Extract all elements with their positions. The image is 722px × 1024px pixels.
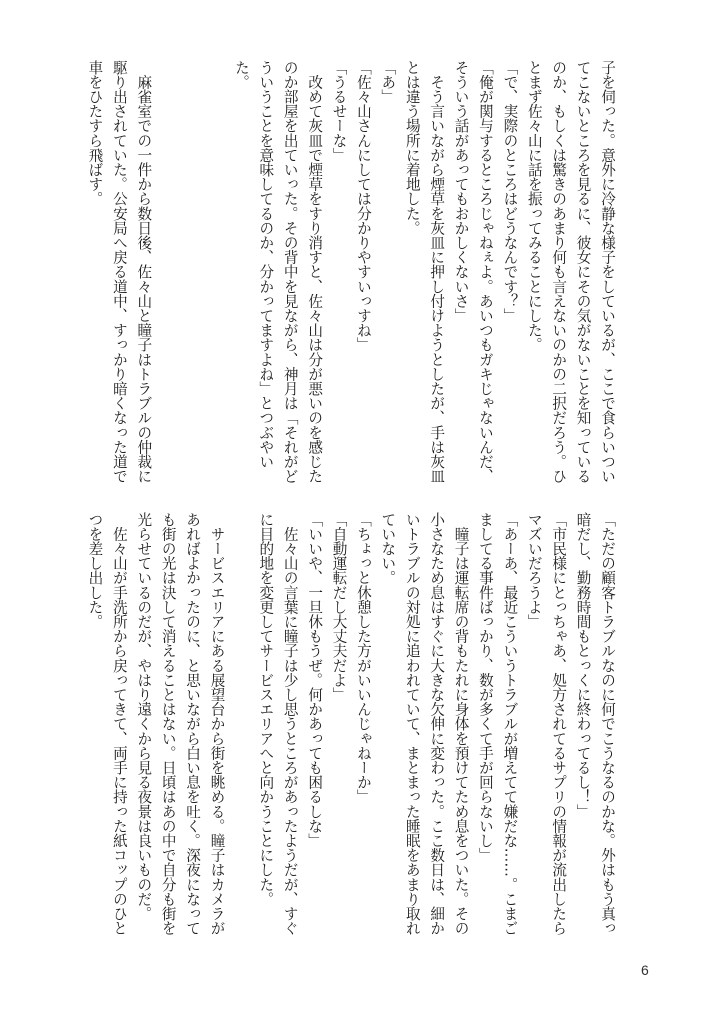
text-line: も街の光は決して消えることはない。日頃はあの中で自分も街を: [159, 512, 177, 936]
text-line: そういう話があってもおかしくないさ」: [452, 60, 470, 323]
text-line: 「あーあ、最近こういうトラブルが増えてて嫌だな……。こまご: [501, 512, 519, 936]
text-line: 「自動運転だし大丈夫だよ」: [330, 512, 348, 702]
text-line: [155, 60, 179, 500]
text-line: のか部屋を出ていった。その背中を見ながら、神月は「それがど: [281, 60, 299, 484]
text-line: 「いいや、一旦休もうぜ。何かあっても困るしな」: [306, 512, 324, 848]
text-line: つを差し出した。: [86, 512, 104, 629]
text-line: 「あ」: [379, 60, 397, 104]
text-line: に目的地を変更してサービスエリアへと向かうことにした。: [257, 512, 275, 907]
text-line: 佐々山が手洗所から戻ってきて、両手に持った紙コップのひと: [110, 512, 128, 936]
text-line: そう言いながら煙草を灰皿に押し付けようとしたが、手は灰皿: [428, 60, 446, 484]
text-line: 「俺が関与するところじゃねぇよ。あいつもガキじゃないんだ、: [476, 60, 494, 484]
text-line: 子を伺った。意外に冷静な様子をしているが、ここで食らいつい: [599, 60, 616, 484]
text-line: 小さなため息はすぐに大きな欠伸に変わった。ここ数日は、細か: [428, 512, 446, 936]
text-line: てこないところを見るに、彼女にその気がないことを知っている: [574, 60, 592, 484]
page-number: 6: [641, 962, 649, 978]
text-line: いトラブルの対処に追われていて、まとまった睡眠をあまり取れ: [403, 512, 421, 936]
text-line: ていない。: [379, 512, 397, 585]
text-line: 暗だし、勤務時間もとっくに終わってるし！」: [574, 512, 592, 819]
text-line: [204, 60, 228, 500]
text-line: 「で、実際のところはどうなんです？」: [501, 60, 519, 323]
text-line: とまず佐々山に話を振ってみることにした。: [525, 60, 543, 352]
text-line: 駆り出されていた。公安局へ戻る道中、すっかり暗くなった道で: [110, 60, 128, 484]
text-line: 車をひたすら飛ばす。: [86, 60, 104, 206]
text-block-bottom: [82, 512, 619, 952]
text-line: 麻雀室での一件から数日後、佐々山と瞳子はトラブルの仲裁に: [135, 60, 153, 484]
text-line: 光らせているのだが、やはり遠くから見る夜景は良いものだ。: [135, 512, 153, 921]
text-block-top: [82, 60, 619, 500]
text-line: 「うるせーな」: [330, 60, 348, 163]
text-line: ましてる事件ばっかり、数が多くて手が回らないし」: [476, 512, 494, 863]
text-line: 改めて灰皿で煙草をすり消すと、佐々山は分が悪いのを感じた: [306, 60, 324, 484]
text-line: [180, 60, 204, 500]
text-line: とは違う場所に着地した。: [403, 60, 421, 236]
text-line: 「ただの顧客トラブルなのに何でこうなるのかな。外はもう真っ: [599, 512, 616, 936]
text-line: マズいだろうよ」: [525, 512, 543, 629]
text-line: 瞳子は運転席の背もたれに身体を預けてため息をついた。その: [452, 512, 470, 936]
text-line: 佐々山の言葉に瞳子は少し思うところがあったようだが、すぐ: [281, 512, 299, 936]
text-line: 「佐々山さんにしては分かりやすいっすね」: [354, 60, 372, 352]
text-line: [229, 512, 253, 952]
text-line: た。: [232, 60, 250, 90]
text-line: のか、もしくは驚きのあまり何も言えないのかの二択だろう。ひ: [550, 60, 568, 484]
text-line: 「ちょっと休憩した方がいいんじゃねーか」: [354, 512, 372, 804]
text-line: あればよかったのに、と思いながら白い息を吐く。深夜になって: [184, 512, 202, 936]
text-line: ういうことを意味してるのか、分かってますよね」とつぶやい: [257, 60, 275, 469]
text-line: サービスエリアにある展望台から街を眺める。瞳子はカメラが: [208, 512, 226, 936]
text-line: 「市民様にとっちゃあ、処方されてるサプリの情報が流出したら: [550, 512, 568, 936]
